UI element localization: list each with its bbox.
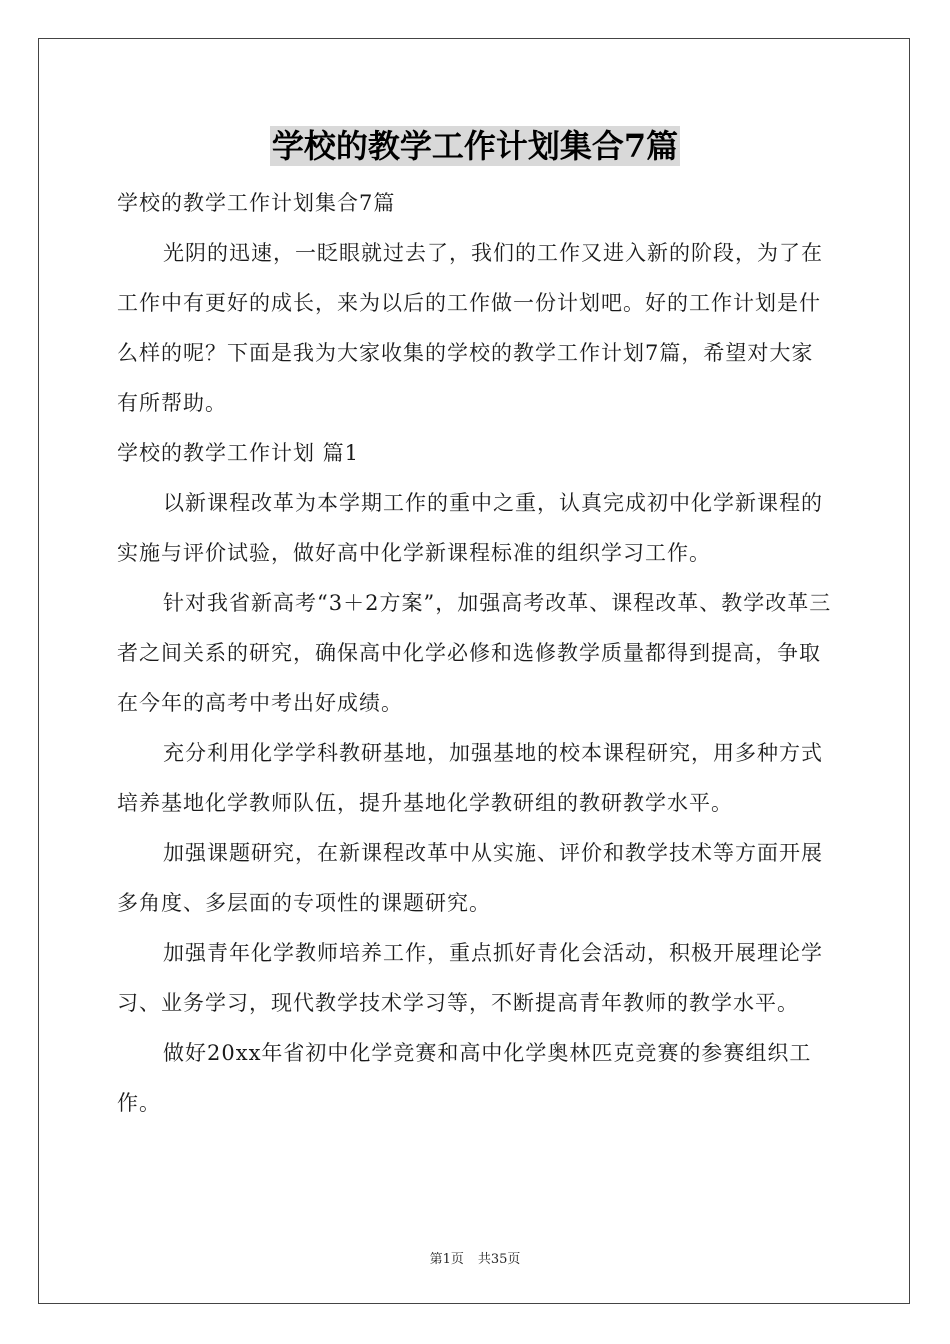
intro-paragraph: 光阴的迅速，一眨眼就过去了，我们的工作又进入新的阶段，为了在工作中有更好的成长，来为以后的工作做一份计划吧。好的工作计划是什么样的呢？下面是我为大家收集的学校的教学工作计划7篇，希望对大家有所帮助。 — [117, 241, 823, 415]
page-number: 第1页 — [429, 1252, 464, 1267]
body-paragraph: 针对我省新高考“3＋2方案”，加强高考改革、课程改革、教学改革三者之间关系的研究，确保高中化学必修和选修教学质量都得到提高，争取在今年的高考中考出好成绩。 — [117, 591, 832, 715]
body-paragraph: 以新课程改革为本学期工作的重中之重，认真完成初中化学新课程的实施与评价试验，做好高中化学新课程标准的组织学习工作。 — [117, 491, 823, 565]
document-body — [117, 178, 835, 1128]
document-title: 学校的教学工作计划集合7篇 — [271, 127, 679, 165]
page-total: 共35页 — [477, 1252, 521, 1267]
body-paragraph: 加强青年化学教师培养工作，重点抓好青化会活动，积极开展理论学习、业务学习，现代教学技术学习等，不断提高青年教师的教学水平。 — [117, 941, 823, 1015]
body-paragraph: 充分利用化学学科教研基地，加强基地的校本课程研究，用多种方式培养基地化学教师队伍，提升基地化学教研组的教研教学水平。 — [117, 741, 823, 815]
section-heading: 学校的教学工作计划 篇1 — [117, 441, 360, 465]
body-paragraph: 做好20xx年省初中化学竞赛和高中化学奥林匹克竞赛的参赛组织工作。 — [117, 1041, 812, 1115]
document-subtitle: 学校的教学工作计划集合7篇 — [117, 191, 396, 215]
body-paragraph: 加强课题研究，在新课程改革中从实施、评价和教学技术等方面开展多角度、多层面的专项性的课题研究。 — [117, 841, 823, 915]
title-container — [0, 126, 950, 166]
page-footer — [0, 1248, 950, 1267]
